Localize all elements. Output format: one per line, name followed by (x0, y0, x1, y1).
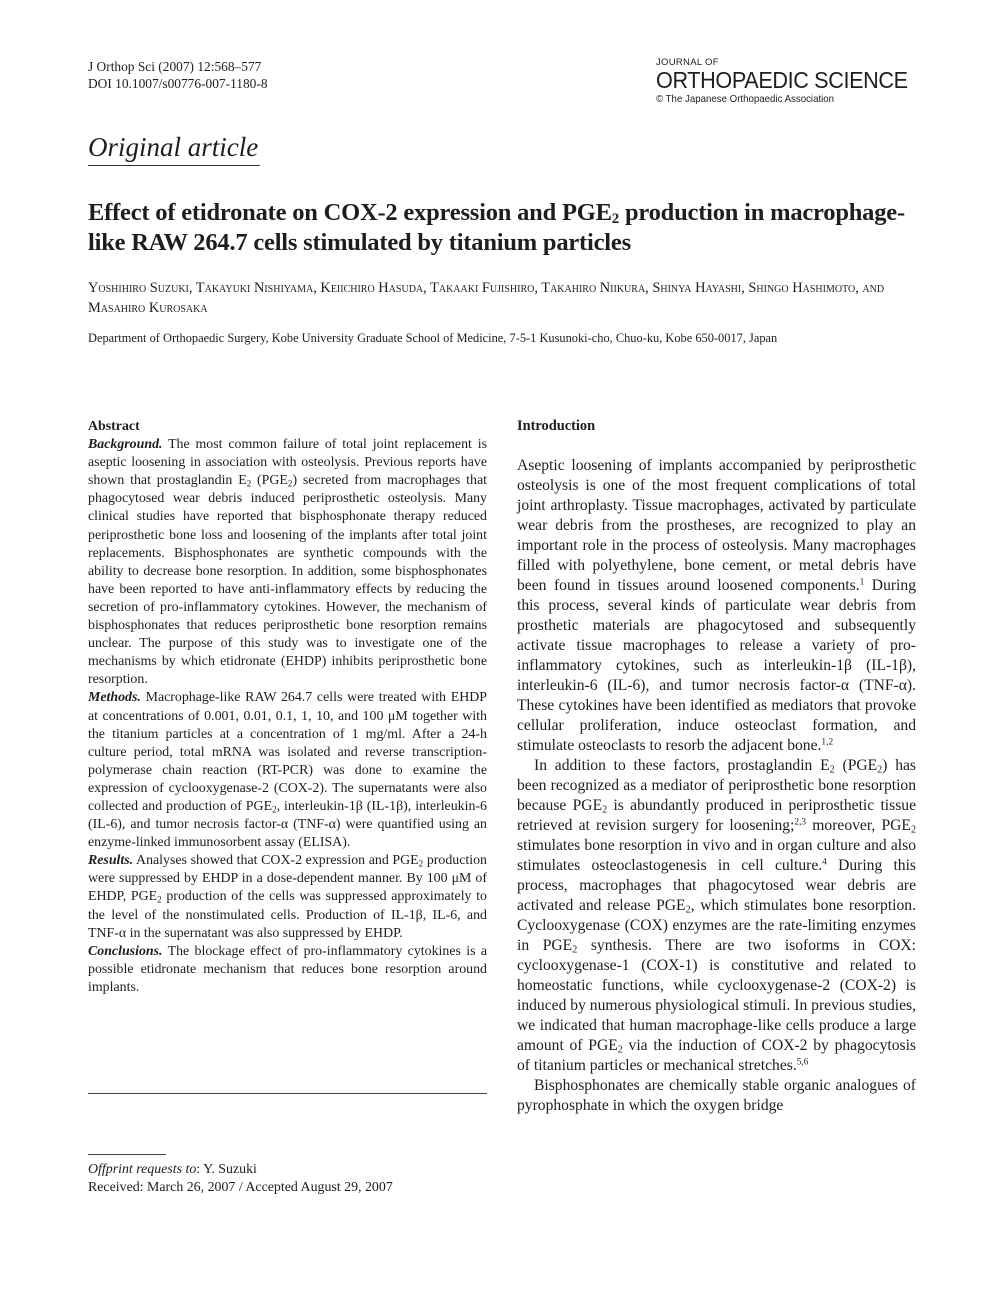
intro-paragraph-2: In addition to these factors, prostaglandin $E_2$ $(PGE_2)$ has been recognized as a mediator of periprosthetic bone resorption because $PGE_2$ is abundantly produced in periprosthetic tissue retrieved at revision surgery for loosening;$^{2,3}$ moreover, $PGE_2$ stimulates bone resorption in vivo and in organ culture and also stimulates osteoclastogenesis in cell culture.$^4$ During this process, macrophages that phagocytosed wear debris are activated and release $PGE_2$, which stimulates bone resorption. Cyclooxygenase (COX) enzymes are the rate-limiting enzymes in $PGE_2$ synthesis. There are two isoforms in COX: cyclooxygenase-1 (COX-1) is constitutive and related to homeostatic functions, while cyclooxygenase-2 (COX-2) is induced by numerous physiological stimuli. In previous studies, we indicated that human macrophage-like cells produce a large amount of $PGE_2$ via the induction of COX-2 by phagocytosis of titanium particles or mechanical stretches.$^{5,6}$ (517, 757, 916, 1074)
journal-citation: J Orthop Sci (2007) 12:568–577 (88, 59, 262, 74)
footnote-divider (88, 1154, 166, 1155)
abstract-results: Results. Analyses showed that COX-2 expression and $PGE_2$ production were suppressed by EHDP in a dose-dependent manner. By 100 μM of EHDP, $PGE_2$ production of the cells was suppressed approximately to the level of the nonstimulated cells. Production of IL-1β, IL-6, and TNF-α in the supernatant was also suppressed by EHDP. (88, 853, 488, 941)
reference-marker[interactable]: 1 (859, 577, 865, 588)
background-label: Background. (88, 437, 163, 453)
introduction-heading: Introduction (517, 418, 596, 434)
abstract-conclusions: Conclusions. The blockage effect of pro-inflammatory cytokines is a possible etidronate mechanism that reduces bone resorption around implants. (88, 943, 487, 995)
reference-marker[interactable]: 1,2 (821, 737, 834, 748)
intro-paragraph-1: Aseptic loosening of implants accompanied by periprosthetic osteolysis is one of the most frequent complications of total joint arthroplasty. Tissue macrophages, activated by particulate wear debris from the prostheses, are recognized to play an important role in the process of osteolysis. Many macrophages filled with polyethylene, bone cement, or metal debris have been found in tissues around loosened components.$^1$ During this process, several kinds of particulate wear debris from prosthetic materials are phagocytosed and subsequently activate tissue macrophages to release a variety of pro-inflammatory cytokines, such as interleukin-1β (IL-1β), interleukin-6 (IL-6), and tumor necrosis factor-α (TNF-α). These cytokines have been identified as mediators that provoke cellular proliferation, induce osteoclast formation, and stimulate osteoclasts to resorb the adjacent bone.$^{1,2}$ (517, 457, 916, 754)
abstract-column (88, 418, 487, 997)
journal-logo (656, 57, 918, 107)
received-dates: Received: March 26, 2007 / Accepted August 29, 2007 (88, 1180, 393, 1195)
title-text-2: production in macrophage-like RAW 264.7 cells stimulated by titanium particles (88, 199, 905, 256)
title-text-1: Effect of etidronate on COX-2 expression and PGE (88, 199, 612, 226)
journal-prefix: JOURNAL OF (656, 57, 719, 68)
offprint-note: Offprint requests to: Y. Suzuki (88, 1162, 257, 1177)
abstract-methods: Methods. Macrophage-like RAW 264.7 cells were treated with EHDP at concentrations of 0.001, 0.01, 0.1, 1, 10, and 100 μM together with the titanium particles at a concentration of 1 mg/ml. After a 24-h culture period, total mRNA was isolated and reverse transcription-polymerase chain reaction (RT-PCR) was done to examine the expression of cyclooxygenase-2 (COX-2). The supernatants were also collected and production of $PGE_2$, interleukin-1β (IL-1β), interleukin-6 (IL-6), and tumor necrosis factor-α (TNF-α) were quantified using an enzyme-linked immunosorbent assay (ELISA). (88, 690, 487, 851)
abstract-background: Background. The most common failure of total joint replacement is aseptic loosening in association with osteolysis. Previous reports have shown that prostaglandin $E_2$ $(PGE_2)$ secreted from macrophages that phagocytosed wear debris induced periprosthetic osteolysis. Many clinical studies have reported that bisphosphonate therapy reduced periprosthetic bone loss and loosening of the implants after total joint replacements. Bisphosphonates are synthetic compounds with the ability to decrease bone resorption. In addition, some bisphosphonates have been reported to have anti-inflammatory effects by reducing the secretion of pro-inflammatory cytokines. However, the mechanism of bisphosphonates that reduces periprosthetic bone resorption remains unclear. The purpose of this study was to investigate one of the mechanisms by which etidronate (EHDP) inhibits periprosthetic bone resorption. (88, 437, 487, 688)
results-label: Results. (88, 853, 134, 869)
reference-marker[interactable]: 2,3 (794, 817, 807, 828)
intro-paragraph-3: Bisphosphonates are chemically stable organic analogues of pyrophosphate in which the oxygen bridge (517, 1077, 916, 1114)
author-list: Yoshihiro Suzuki, Takayuki Nishiyama, Keiichiro Hasuda, Takaaki Fujishiro, Takahiro Niikura, Shinya Hayashi, Shingo Hashimoto, and Masahiro Kurosaka (88, 280, 885, 316)
conclusions-label: Conclusions. (88, 943, 163, 959)
title-subscript: 2 (611, 211, 620, 227)
affiliation: Department of Orthopaedic Surgery, Kobe University Graduate School of Medicine, 7-5-1 Kusunoki-cho, Chuo-ku, Kobe 650-0017, Japan (88, 331, 778, 345)
article-type-label: Original article (88, 132, 259, 162)
abstract-heading: Abstract (88, 419, 140, 434)
reference-marker[interactable]: 5,6 (796, 1057, 809, 1068)
reference-marker[interactable]: 4 (822, 857, 827, 868)
footnotes (88, 1161, 508, 1197)
introduction-column (517, 417, 916, 1116)
article-type-underline (88, 165, 260, 166)
journal-name: ORTHOPAEDIC SCIENCE (656, 67, 908, 93)
article-title (88, 198, 908, 258)
doi: DOI 10.1007/s00776-007-1180-8 (88, 76, 268, 91)
citation-block (88, 58, 268, 92)
journal-copyright: © The Japanese Orthopaedic Association (656, 94, 835, 105)
abstract-divider (88, 1093, 487, 1094)
methods-label: Methods. (88, 690, 141, 706)
